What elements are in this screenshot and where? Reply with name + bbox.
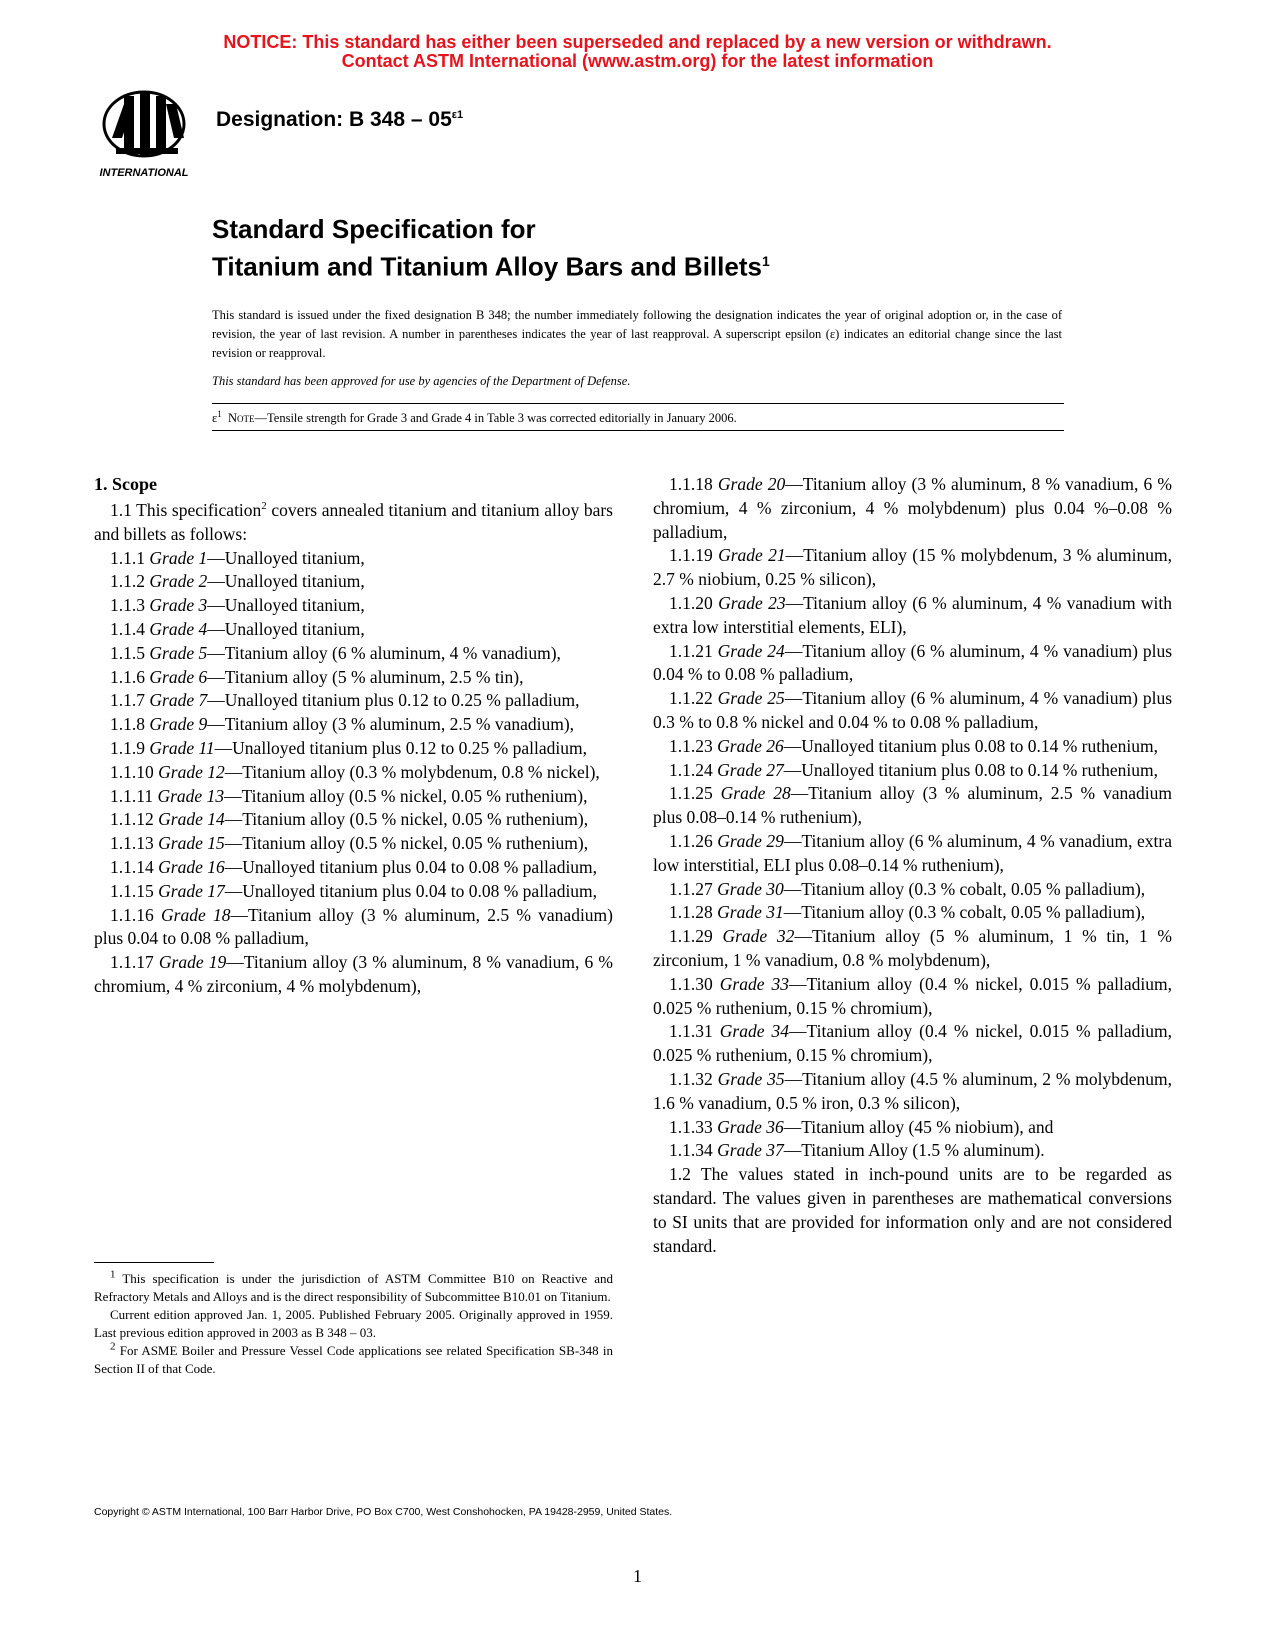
scope-item: 1.1.23 Grade 26—Unalloyed titanium plus 0.08 to 0.14 % ruthenium, xyxy=(669,735,1158,756)
right-column xyxy=(653,473,1172,1258)
title-line-1: Standard Specification for xyxy=(212,214,536,244)
epsilon-note: $\varepsilon^1$ Note—Tensile strength for Grade 3 and Grade 4 in Table 3 was corrected editorially in January 2006. xyxy=(212,409,737,426)
scope-item: 1.1.31 Grade 34—Titanium alloy (0.4 % nickel, 0.015 % palladium, 0.025 % ruthenium, 0.15 % chromium), xyxy=(653,1021,1172,1066)
footnotes xyxy=(94,1270,613,1378)
left-column xyxy=(94,473,613,999)
divider-bottom xyxy=(212,430,1064,431)
scope-item: 1.1.19 Grade 21—Titanium alloy (15 % molybdenum, 3 % aluminum, 2.7 % niobium, 0.25 % silicon), xyxy=(653,545,1173,590)
scope-item: 1.1.14 Grade 16—Unalloyed titanium plus 0.04 to 0.08 % palladium, xyxy=(110,856,598,877)
scope-item: 1.1.28 Grade 31—Titanium alloy (0.3 % cobalt, 0.05 % palladium), xyxy=(669,902,1146,923)
issue-note: This standard is issued under the fixed designation B 348; the number immediately following the designation indicates the year of original adoption or, in the case of revision, the year of last revision. A number in parentheses indicates the year of last reapproval. A superscript epsilon (ε) indicates an editorial change since the last revision or reapproval. xyxy=(212,308,1062,360)
scope-item: 1.1.11 Grade 13—Titanium alloy (0.5 % nickel, 0.05 % ruthenium), xyxy=(110,785,588,806)
title-line-2: Titanium and Titanium Alloy Bars and Billets xyxy=(212,251,762,282)
scope-item: 1.1.25 Grade 28—Titanium alloy (3 % aluminum, 2.5 % vanadium plus 0.08–0.14 % ruthenium), xyxy=(653,783,1173,828)
scope-item: 1.1.32 Grade 35—Titanium alloy (4.5 % aluminum, 2 % molybdenum, 1.6 % vanadium, 0.5 % iron, 0.3 % silicon), xyxy=(653,1068,1172,1113)
scope-item: 1.1.27 Grade 30—Titanium alloy (0.3 % cobalt, 0.05 % palladium), xyxy=(669,878,1146,899)
logo-text: INTERNATIONAL xyxy=(99,167,189,179)
footnote-1: $^1$ This specification is under the jurisdiction of ASTM Committee B10 on Reactive and Refractory Metals and Alloys and is the direct responsibility of Subcommittee B10.01 on Titanium. xyxy=(94,1268,613,1304)
scope-item: 1.1.30 Grade 33—Titanium alloy (0.4 % nickel, 0.015 % palladium, 0.025 % ruthenium, 0.15 % chromium), xyxy=(653,973,1172,1018)
scope-item: 1.1.7 Grade 7—Unalloyed titanium plus 0.12 to 0.25 % palladium, xyxy=(110,690,580,711)
divider-top xyxy=(212,403,1064,404)
scope-item: 1.1.1 Grade 1—Unalloyed titanium, xyxy=(110,547,365,568)
scope-item: 1.1.20 Grade 23—Titanium alloy (6 % aluminum, 4 % vanadium with extra low interstitial elements, ELI), xyxy=(653,592,1173,637)
scope-item: 1.1.33 Grade 36—Titanium alloy (45 % niobium), and xyxy=(669,1116,1054,1137)
notice-line-2: Contact ASTM International (www.astm.org) for the latest information xyxy=(341,51,934,71)
footnote-rule xyxy=(94,1262,214,1263)
astm-logo xyxy=(94,86,198,186)
scope-item: 1.1.26 Grade 29—Titanium alloy (6 % aluminum, 4 % vanadium, extra low interstitial, ELI plus 0.08–0.14 % ruthenium), xyxy=(653,830,1173,875)
scope-item: 1.1.24 Grade 27—Unalloyed titanium plus 0.08 to 0.14 % ruthenium, xyxy=(669,759,1158,780)
scope-heading: 1. Scope xyxy=(94,474,157,494)
scope-intro: 1.1 This specification$^2$ covers annealed titanium and titanium alloy bars and billets as follows: xyxy=(94,500,613,544)
designation xyxy=(216,108,463,132)
scope-item: 1.1.8 Grade 9—Titanium alloy (3 % aluminum, 2.5 % vanadium), xyxy=(110,714,575,735)
scope-item: 1.1.22 Grade 25—Titanium alloy (6 % aluminum, 4 % vanadium) plus 0.3 % to 0.8 % nickel and 0.04 % to 0.08 % palladium, xyxy=(653,688,1173,732)
scope-item: 1.1.5 Grade 5—Titanium alloy (6 % aluminum, 4 % vanadium), xyxy=(110,642,561,663)
grade-list-right xyxy=(653,473,1172,1163)
notice-banner xyxy=(0,33,1275,71)
document-title xyxy=(212,213,770,283)
scope-item: 1.1.18 Grade 20—Titanium alloy (3 % aluminum, 8 % vanadium, 6 % chromium, 4 % zirconium, 4 % molybdenum) plus 0.04 %–0.08 % palladium, xyxy=(653,474,1173,542)
designation-sup: ε1 xyxy=(451,109,464,121)
scope-item: 1.1.10 Grade 12—Titanium alloy (0.3 % molybdenum, 0.8 % nickel), xyxy=(110,761,600,782)
copyright: Copyright © ASTM International, 100 Barr Harbor Drive, PO Box C700, West Conshohocken, PA 19428-2959, United States. xyxy=(94,1506,673,1518)
scope-item: 1.1.13 Grade 15—Titanium alloy (0.5 % nickel, 0.05 % ruthenium), xyxy=(110,833,589,854)
scope-item: 1.1.3 Grade 3—Unalloyed titanium, xyxy=(110,595,365,616)
epsilon-note-text: —Tensile strength for Grade 3 and Grade 4 in Table 3 was corrected editorially in January 2006. xyxy=(254,411,737,426)
title-footnote-mark: 1 xyxy=(761,253,770,269)
scope-item: 1.1.21 Grade 24—Titanium alloy (6 % aluminum, 4 % vanadium) plus 0.04 % to 0.08 % palladium, xyxy=(653,640,1173,685)
scope-item: 1.1.9 Grade 11—Unalloyed titanium plus 0.12 to 0.25 % palladium, xyxy=(110,737,587,758)
scope-item: 1.1.6 Grade 6—Titanium alloy (5 % aluminum, 2.5 % tin), xyxy=(110,666,524,687)
footnote-2: $^2$ For ASME Boiler and Pressure Vessel Code applications see related Specification SB-348 in Section II of that Code. xyxy=(94,1340,613,1376)
designation-label: Designation: B 348 – 05 xyxy=(216,108,452,131)
footnote-1-edition: Current edition approved Jan. 1, 2005. Published February 2005. Originally approved in 1959. Last previous edition approved in 2003 as B 348 – 03. xyxy=(94,1307,613,1340)
scope-item: 1.1.2 Grade 2—Unalloyed titanium, xyxy=(110,571,365,592)
dod-note: This standard has been approved for use by agencies of the Department of Defense. xyxy=(212,374,631,388)
paragraph-1-2: 1.2 The values stated in inch-pound units are to be regarded as standard. The values given in parentheses are mathematical conversions to SI units that are provided for information only and are not considered standard. xyxy=(653,1164,1172,1256)
scope-item: 1.1.15 Grade 17—Unalloyed titanium plus 0.04 to 0.08 % palladium, xyxy=(110,880,598,901)
scope-item: 1.1.17 Grade 19—Titanium alloy (3 % aluminum, 8 % vanadium, 6 % chromium, 4 % zirconium, 4 % molybdenum), xyxy=(94,952,614,996)
scope-item: 1.1.4 Grade 4—Unalloyed titanium, xyxy=(110,618,365,639)
scope-item: 1.1.29 Grade 32—Titanium alloy (5 % aluminum, 1 % tin, 1 % zirconium, 1 % vanadium, 0.8 % molybdenum), xyxy=(653,926,1173,970)
grade-list-left xyxy=(94,547,613,999)
notice-line-1: NOTICE: This standard has either been superseded and replaced by a new version or withdrawn. xyxy=(223,32,1052,52)
page-number: 1 xyxy=(633,1566,642,1586)
note-label: Note xyxy=(228,411,255,426)
scope-item: 1.1.34 Grade 37—Titanium Alloy (1.5 % aluminum). xyxy=(669,1140,1045,1161)
scope-item: 1.1.12 Grade 14—Titanium alloy (0.5 % nickel, 0.05 % ruthenium), xyxy=(110,809,589,830)
scope-item: 1.1.16 Grade 18—Titanium alloy (3 % aluminum, 2.5 % vanadium) plus 0.04 to 0.08 % palladium, xyxy=(94,904,613,949)
